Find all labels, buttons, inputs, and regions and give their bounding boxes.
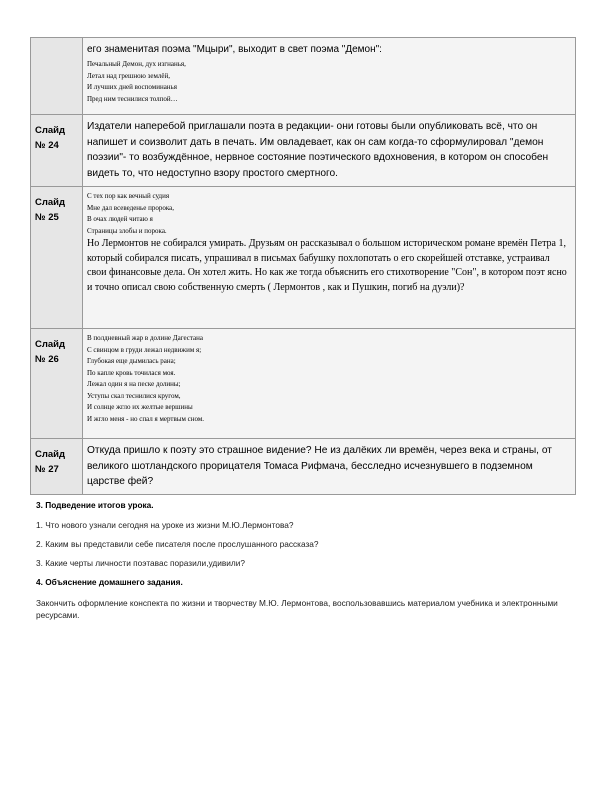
question-item: 2. Каким вы представили себе писателя после прослушанного рассказа? [36, 539, 319, 549]
poem-line: И солнце жгло их желтые вершины [87, 403, 193, 411]
slide-text: Но Лермонтов не собирался умирать. Друзьям он рассказывал о большом историческом романе времён Петра 1, который собирался писать, упрашивал в письмах бабушку похлопотать о его скорейшей отставке, устраивал свои финансовые дела. Он хотел жить. Но как же тогда объяснить его стихотворение "Сон", в котором поэт ясно и точно описал свою собственную смерть ( Лермонтов , как и Пушкин, погиб на дуэли)? [87, 238, 567, 293]
poem-line: В полдневный жар в долине Дагестана [87, 334, 203, 342]
slide-content-cell [83, 329, 576, 439]
poem-intro: его знаменитая поэма "Мцыри", выходит в свет поэма "Демон": [87, 44, 382, 55]
table-row [31, 439, 576, 495]
question-item: 3. Какие черты личности поэтавас поразили,удивили? [36, 558, 245, 568]
poem-line: Летал над грешною землёй, [87, 71, 171, 80]
poem-line: С свинцом в груди лежал недвижим я; [87, 345, 202, 354]
question-item: 1. Что нового узнали сегодня на уроке из жизни М.Ю.Лермонтова? [36, 520, 294, 530]
poem-line: В очах людей читаю я [87, 215, 153, 223]
slide-content-cell [83, 439, 576, 495]
table-row [31, 38, 576, 115]
slide-label: Слайд № 26 [31, 329, 83, 439]
homework-text: Закончить оформление конспекта по жизни и творчеству М.Ю. Лермонтова, воспользовавшись материалом учебника и электронными ресурсами. [36, 598, 558, 620]
poem-line: Пред ним теснилися толпой… [87, 94, 178, 103]
poem-line: Мне дал всеведенье пророка, [87, 203, 175, 212]
poem-line: С тех пор как вечный судия [87, 192, 170, 200]
slide-text: Издатели наперебой приглашали поэта в редакции- они готовы были опубликовать всё, что он напишет и соизволит дать в печать. Им овладевает, как он сам когда-то сформулировал "демон поэзии"- то возбуждённое, нервное состояние поэтического вдохновения, в котором он способен видеть то, что недоступно взору простого смертного. [87, 121, 549, 179]
poem-line: Уступы скал теснилися кругом, [87, 391, 181, 400]
section-3-heading: 3. Подведение итогов урока. [36, 500, 154, 510]
slide-label-cell [31, 38, 83, 115]
slide-content-cell [83, 115, 576, 187]
table-row [31, 187, 576, 329]
poem-line: И жгло меня - но спал я мертвым сном. [87, 414, 205, 423]
slide-text: Откуда пришло к поэту это страшное видение? Не из далёких ли времён, через века и страны, от великого шотландского прорицателя Томаса Рифмача, бесследно исчезнувшего в подземном царстве фей? [87, 445, 552, 487]
poem-line: Страницы злобы и порока. [87, 226, 167, 235]
table-row [31, 115, 576, 187]
poem-line: И лучших дней воспоминанья [87, 83, 177, 91]
poem-line: По капле кровь точилася моя. [87, 368, 176, 377]
slide-label: Слайд № 27 [31, 439, 83, 495]
slide-content-cell [83, 38, 576, 115]
slide-label: Слайд № 25 [31, 187, 83, 329]
table-row [31, 329, 576, 439]
slides-table [30, 37, 576, 495]
slide-label: Слайд № 24 [31, 115, 83, 187]
section-4-heading: 4. Объяснение домашнего задания. [36, 577, 183, 587]
poem-line: Печальный Демон, дух изгнанья, [87, 60, 186, 68]
poem-line: Глубокая еще дымилась рана; [87, 357, 176, 365]
slide-content-cell [83, 187, 576, 329]
poem-line: Лежал один я на песке долины; [87, 380, 181, 388]
